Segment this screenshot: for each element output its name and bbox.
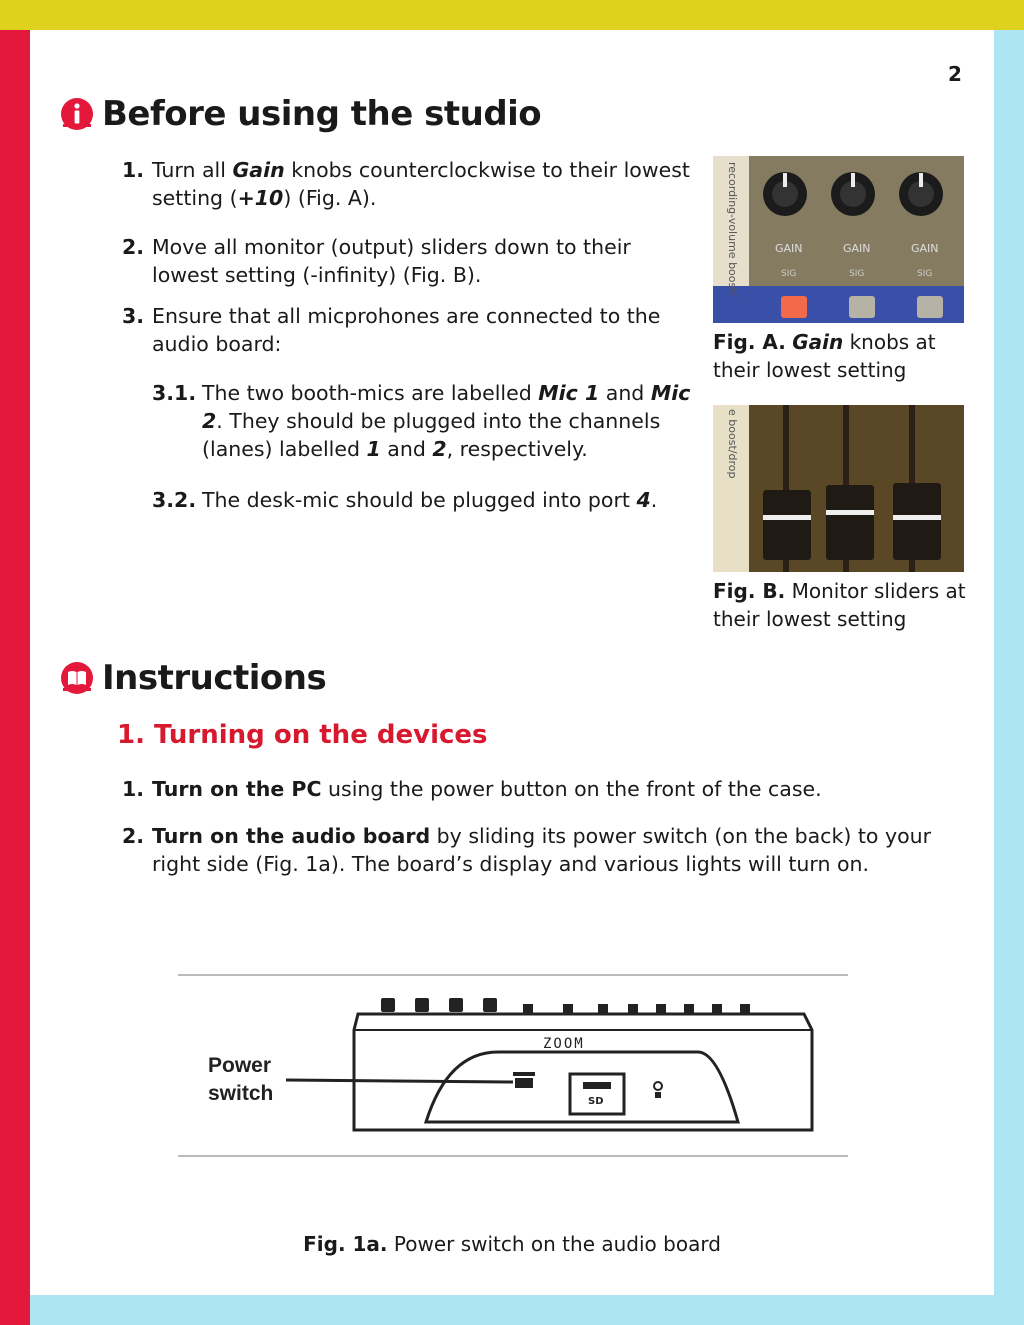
knob-2-sig: SIG	[849, 269, 865, 279]
top-knobs	[381, 998, 750, 1013]
fig-b-photo	[713, 405, 964, 572]
knob-3	[899, 172, 943, 216]
fig-a-photo	[713, 156, 964, 323]
fig-b-side-label: e boost/drop	[726, 409, 739, 479]
section-before	[60, 94, 541, 134]
knob-2-label: GAIN	[843, 242, 871, 255]
fig-a-caption: Fig. A. Gain knobs at their lowest setting	[713, 330, 936, 382]
knob-1-label: GAIN	[775, 242, 803, 255]
section-instructions	[60, 658, 326, 698]
callout-power: Power	[208, 1054, 272, 1077]
book-icon	[60, 661, 94, 695]
brand-logo: ZOOM	[543, 1036, 585, 1052]
sd-slot-label: SD	[588, 1096, 604, 1107]
callout-switch: switch	[208, 1082, 274, 1105]
sig-led-3	[917, 296, 943, 318]
left-color-bar	[0, 30, 30, 1325]
power-switch	[515, 1078, 533, 1088]
slider-3	[893, 483, 941, 560]
top-color-bar	[0, 0, 1024, 30]
knob-3-label: GAIN	[911, 242, 939, 255]
info-icon	[60, 97, 94, 131]
slider-2	[826, 485, 874, 560]
fig-1a-caption: Fig. 1a. Power switch on the audio board	[303, 1232, 721, 1256]
knob-1-sig: SIG	[781, 269, 797, 279]
bottom-color-bar	[30, 1295, 1024, 1325]
knob-2	[831, 172, 875, 216]
fig-a-side-label: recording-volume boost/	[726, 162, 739, 297]
section-title-before: Before using the studio	[102, 94, 542, 134]
sig-led-2	[849, 296, 875, 318]
sig-led-lit	[781, 296, 807, 318]
section-title-instructions: Instructions	[102, 658, 327, 698]
slider-1	[763, 490, 811, 560]
right-color-bar	[994, 30, 1024, 1325]
fig-1a-drawing	[178, 972, 848, 1158]
knob-1	[763, 172, 807, 216]
sub-heading-turning-on: 1. Turning on the devices	[117, 720, 488, 750]
fig-b-caption: Fig. B. Monitor sliders at their lowest setting	[713, 579, 966, 631]
knob-3-sig: SIG	[917, 269, 933, 279]
page-number: 2	[948, 62, 962, 86]
